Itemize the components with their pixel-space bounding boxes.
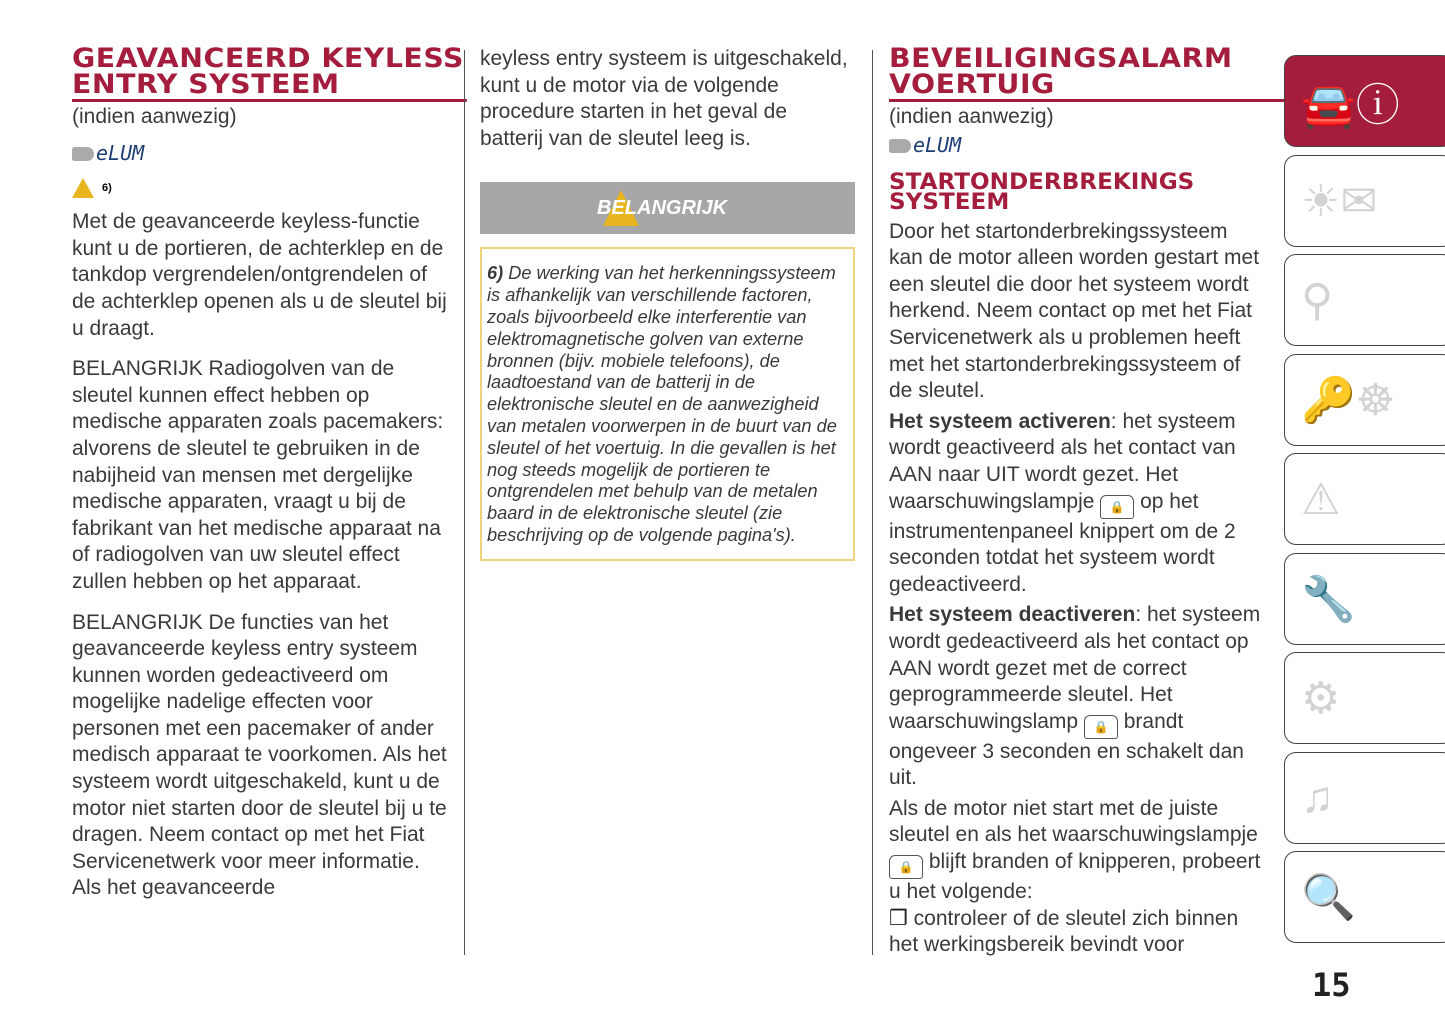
tab-maintenance[interactable]: [1284, 553, 1445, 645]
wrench-icon: 🔧: [1301, 575, 1356, 624]
tab-index[interactable]: [1284, 851, 1445, 943]
text: op het instrumentenpaneel knippert om de 2 seconden totdat het systeem wordt gedeactiveerd.: [889, 489, 1236, 596]
note-number: 6): [487, 263, 504, 284]
elum-label: eLUM: [913, 133, 962, 158]
important-note: [480, 247, 855, 560]
text: : het systeem wordt geactiveerd als het contact van AAN naar UIT wordt gezet. Het waarschuwingslampje: [889, 409, 1236, 513]
tab-safety[interactable]: [1284, 254, 1445, 346]
section-title: BEVEILIGINGSALARM VOERTUIG: [889, 46, 1286, 102]
immobilizer-lamp-icon: 🔒: [1084, 715, 1118, 739]
paragraph: keyless entry systeem is uitgeschakeld, kunt u de motor via de volgende procedure starten in het geval de batterij van de sleutel leeg is.: [480, 47, 848, 150]
paragraph: BELANGRIJK De functies van het geavanceerde keyless entry systeem kunnen worden gedeactiveerd om mogelijke nadelige effecten voor personen met een pacemaker of ander medisch apparaat te voorkomen. Als het systeem wordt uitgeschakeld, kunt u de motor niet starten door de sleutel bij u te dragen. Neem contact op met het Fiat Servicenetwerk voor meer informatie. Als het geavanceerde: [72, 610, 447, 900]
tab-emergency[interactable]: [1284, 453, 1445, 545]
paragraph: [889, 796, 1267, 906]
lights-messages-icon: ☀✉: [1301, 176, 1378, 226]
page-number: 15: [1312, 966, 1351, 1004]
warning-triangle-icon: [72, 178, 94, 198]
warning-reference: [72, 175, 448, 202]
middle-column: [480, 46, 855, 561]
subsection-title: STARTONDERBREKINGS SYSTEEM: [889, 169, 1195, 215]
paragraph: Door het startonderbrekingssysteem kan de motor alleen worden gestart met een sleutel die door het systeem wordt herkend. Neem contact op met het Fiat Servicenetwerk als u problemen heeft met het startonderbrekingssysteem of de sleutel.: [889, 219, 1260, 403]
immobilizer-lamp-icon: 🔒: [889, 855, 923, 879]
music-icon: ♫: [1301, 773, 1334, 822]
paragraph: BELANGRIJK Radiogolven van de sleutel kunnen effect hebben op medische apparaten zoals pacemakers: alvorens de sleutel te gebruiken in de nabijheid van mensen met dergelijke medische apparaten, vraagt u bij de fabrikant van het medische apparaat na of radiogolven van uw sleutel effect zullen hebben op het apparaat.: [72, 357, 444, 593]
tab-car-info[interactable]: [1284, 55, 1445, 147]
pointing-hand-icon: [889, 139, 911, 153]
tab-starting-driving[interactable]: [1284, 354, 1445, 446]
text: : het systeem wordt gedeactiveerd als het contact op AAN wordt gezet met de correct geprogrammeerde sleutel. Het waarschuwingslamp: [889, 603, 1261, 733]
column-divider: [464, 50, 465, 955]
paragraph: Met de geavanceerde keyless-functie kunt u de portieren, de achterklep en de tankdop vergrendelen/ontgrendelen of de achterklep openen als u de sleutel bij u draagt.: [72, 210, 447, 340]
bold-term: Het systeem activeren: [889, 409, 1111, 433]
tab-lights-messages[interactable]: [1284, 155, 1445, 247]
index-search-icon: 🔍: [1301, 873, 1356, 922]
emergency-triangle-icon: ⚠: [1301, 474, 1341, 524]
immobilizer-lamp-icon: 🔒: [1100, 495, 1134, 519]
gear-icon: ⚙: [1301, 673, 1341, 723]
important-banner: [480, 182, 855, 234]
banner-label: BELANGRIJK: [597, 197, 728, 220]
bullet-item: [889, 906, 1267, 959]
pointing-hand-icon: [72, 147, 94, 161]
elum-link[interactable]: [889, 131, 1267, 161]
text: brandt ongeveer 3 seconden en schakelt dan uit.: [889, 709, 1244, 790]
section-title: GEAVANCEERD KEYLESS ENTRY SYSTEEM: [72, 46, 467, 102]
column-divider: [872, 50, 873, 955]
text: Als de motor niet start met de juiste sleutel en als het waarschuwingslampje: [889, 796, 1258, 847]
bold-term: Het systeem deactiveren: [889, 603, 1136, 627]
note-text: De werking van het herkenningssysteem is afhankelijk van verschillende factoren, zoals bijvoorbeeld elke interferentie van elektromagnetische golven van externe bronnen (bijv. mobiele telefoons), de laadtoestand van de batterij in de elektronische sleutel en de aanwezigheid van metalen voorwerpen in de buurt van de sleutel of het voertuig. In die gevallen is het nog steeds mogelijk de portieren te ontgrendelen met behulp van de metalen baard in de elektronische sleutel (zie beschrijving op de volgende pagina's).: [487, 263, 837, 545]
left-column: [72, 43, 464, 916]
elum-label: eLUM: [96, 141, 145, 166]
note-ref: 6): [102, 181, 112, 194]
car-info-icon: 🚘ⓘ: [1301, 81, 1400, 130]
text: blijft branden of knipperen, probeert u het volgende:: [889, 850, 1261, 904]
subtitle: (indien aanwezig): [72, 105, 237, 128]
tab-technical-data[interactable]: [1284, 652, 1445, 744]
subtitle: (indien aanwezig): [889, 105, 1054, 128]
checkbox-bullet-icon: ❒: [889, 906, 908, 930]
right-column: [889, 43, 1267, 973]
tab-multimedia[interactable]: [1284, 752, 1445, 844]
paragraph: [889, 602, 1267, 792]
paragraph: [889, 409, 1267, 599]
text: controleer of de sleutel zich binnen het werkingsbereik bevindt voor: [889, 906, 1239, 957]
airbag-icon: ⚲: [1301, 275, 1334, 325]
steering-wheel-icon: 🔑☸: [1301, 376, 1396, 425]
elum-link[interactable]: [72, 139, 448, 169]
